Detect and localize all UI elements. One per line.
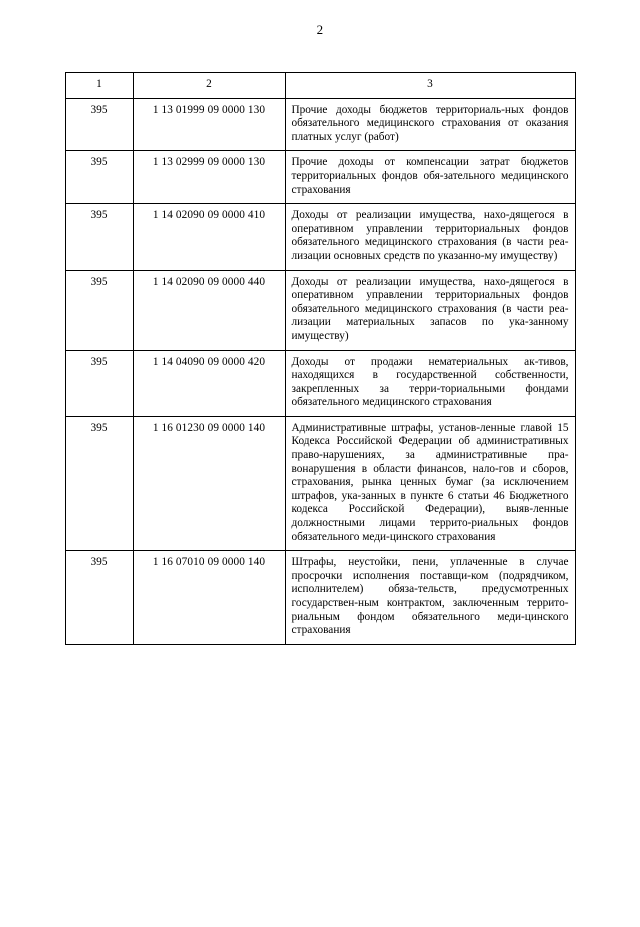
cell-description: Доходы от реализации имущества, нахо-дящегося в оперативном управлении территориальных фондов обязательного медицинского страхования (в части реа-лизации материальных запасов по ука-занному имуществу) — [285, 270, 575, 350]
table-row — [65, 551, 575, 645]
document-page — [0, 22, 640, 927]
cell-income-code: 1 14 02090 09 0000 410 — [133, 204, 285, 270]
cell-admin-code: 395 — [65, 270, 133, 350]
cell-description: Доходы от продажи нематериальных ак-тивов, находящихся в государственной собственности, закрепленных за терри-ториальными фондами обязательного медицинского страхования — [285, 350, 575, 416]
cell-admin-code: 395 — [65, 204, 133, 270]
cell-income-code: 1 16 01230 09 0000 140 — [133, 416, 285, 550]
table-row — [65, 98, 575, 151]
budget-codes-table — [65, 72, 576, 645]
table-header-row — [65, 73, 575, 99]
cell-description: Административные штрафы, установ-ленные главой 15 Кодекса Российской Федерации об административных право-нарушениях, за административные пра-вонарушения в области финансов, нало-гов и сборов, страхования, рынка ценных бумаг (за исключением штрафов, ука-занных в пункте 6 статьи 46 Бюджетного кодекса Российской Федерации), выяв-ленные должностными лицами террито-риальных фондов обязательного меди-цинского страхования — [285, 416, 575, 550]
cell-description: Прочие доходы бюджетов территориаль-ных фондов обязательного медицинского страхования от оказания платных услуг (работ) — [285, 98, 575, 151]
cell-admin-code: 395 — [65, 350, 133, 416]
cell-description: Прочие доходы от компенсации затрат бюджетов территориальных фондов обя-зательного медицинского страхования — [285, 151, 575, 204]
cell-admin-code: 395 — [65, 98, 133, 151]
cell-income-code: 1 14 04090 09 0000 420 — [133, 350, 285, 416]
cell-income-code: 1 16 07010 09 0000 140 — [133, 551, 285, 645]
cell-income-code: 1 13 02999 09 0000 130 — [133, 151, 285, 204]
table-row — [65, 350, 575, 416]
table-row — [65, 270, 575, 350]
table-row — [65, 151, 575, 204]
column-header-1: 1 — [65, 73, 133, 99]
cell-admin-code: 395 — [65, 416, 133, 550]
table-row — [65, 204, 575, 270]
cell-admin-code: 395 — [65, 551, 133, 645]
cell-income-code: 1 14 02090 09 0000 440 — [133, 270, 285, 350]
column-header-3: 3 — [285, 73, 575, 99]
cell-description: Штрафы, неустойки, пени, уплаченные в случае просрочки исполнения поставщи-ком (подрядчиком, исполнителем) обяза-тельств, предусмотренных государствен-ным контрактом, заключенным террито-риальным фондом обязательного меди-цинского страхования — [285, 551, 575, 645]
table-row — [65, 416, 575, 550]
column-header-2: 2 — [133, 73, 285, 99]
page-number: 2 — [316, 22, 324, 37]
cell-income-code: 1 13 01999 09 0000 130 — [133, 98, 285, 151]
cell-description: Доходы от реализации имущества, нахо-дящегося в оперативном управлении территориальных фондов обязательного медицинского страхования (в части реа-лизации основных средств по указанно-му имуществу) — [285, 204, 575, 270]
cell-admin-code: 395 — [65, 151, 133, 204]
